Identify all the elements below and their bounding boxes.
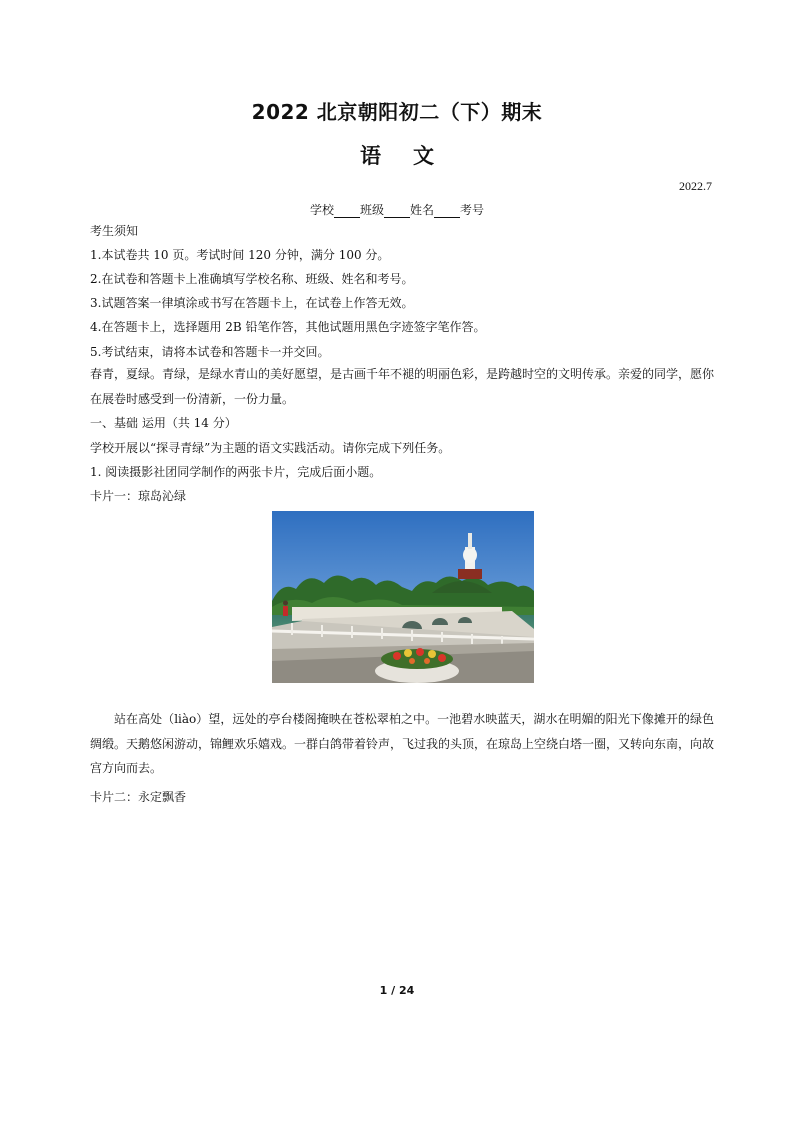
notice-item: 5.考试结束，请将本试卷和答题卡一并交回。 xyxy=(90,345,330,359)
exam-date: 2022.7 xyxy=(679,179,712,193)
notice-item: 3.试题答案一律填涂或书写在答题卡上，在试卷上作答无效。 xyxy=(90,296,414,310)
name-blank xyxy=(434,205,460,218)
section-heading: 一、基础 运用（共 14 分） xyxy=(90,416,237,430)
notice-item: 2.在试卷和答题卡上准确填写学校名称、班级、姓名和考号。 xyxy=(90,272,414,286)
card1-label: 卡片一：琼岛沁绿 xyxy=(90,489,187,503)
card1-photo xyxy=(272,511,534,683)
notice-heading: 考生须知 xyxy=(90,224,139,238)
field-school-label: 学校 xyxy=(309,203,334,217)
intro-paragraph: 春青，夏绿。青绿，是绿水青山的美好愿望，是古画千年不褪的明丽色彩，是跨越时空的文明传承。亲爱的同学，愿你在展卷时感受到一份清新，一份力量。 xyxy=(90,367,715,406)
question-1: 1. 阅读摄影社团同学制作的两张卡片，完成后面小题。 xyxy=(90,465,382,479)
field-number-label: 考号 xyxy=(460,203,485,217)
subject-title: 语文 xyxy=(360,144,466,168)
card2-label: 卡片二：永定飘香 xyxy=(90,790,187,804)
notice-item: 4.在答题卡上，选择题用 2B 铅笔作答，其他试题用黑色字迹签字笔作答。 xyxy=(90,320,486,334)
field-name-label: 姓名 xyxy=(410,203,435,217)
exam-title: 2022 北京朝阳初二（下）期末 xyxy=(251,100,543,124)
field-class-label: 班级 xyxy=(359,203,384,217)
section-task: 学校开展以“探寻青绿”为主题的语文实践活动。请你完成下列任务。 xyxy=(90,441,451,455)
page-number: 1 / 24 xyxy=(379,984,415,997)
student-info-row xyxy=(0,201,794,218)
class-blank xyxy=(384,205,410,218)
school-blank xyxy=(334,205,360,218)
card1-paragraph: 站在高处（liào）望，远处的亭台楼阁掩映在苍松翠柏之中。一池碧水映蓝天，湖水在明媚的阳光下像摊开的绿色绸缎。天鹅悠闲游动，锦鲤欢乐嬉戏。一群白鸽带着铃声，飞过我的头顶，在琼岛上空绕白塔一圈，又转向东南，向故宫方向而去。 xyxy=(90,712,715,775)
qiongdao-white-pagoda-bridge-image xyxy=(272,511,534,683)
notice-item: 1.本试卷共 10 页。考试时间 120 分钟，满分 100 分。 xyxy=(90,248,390,262)
